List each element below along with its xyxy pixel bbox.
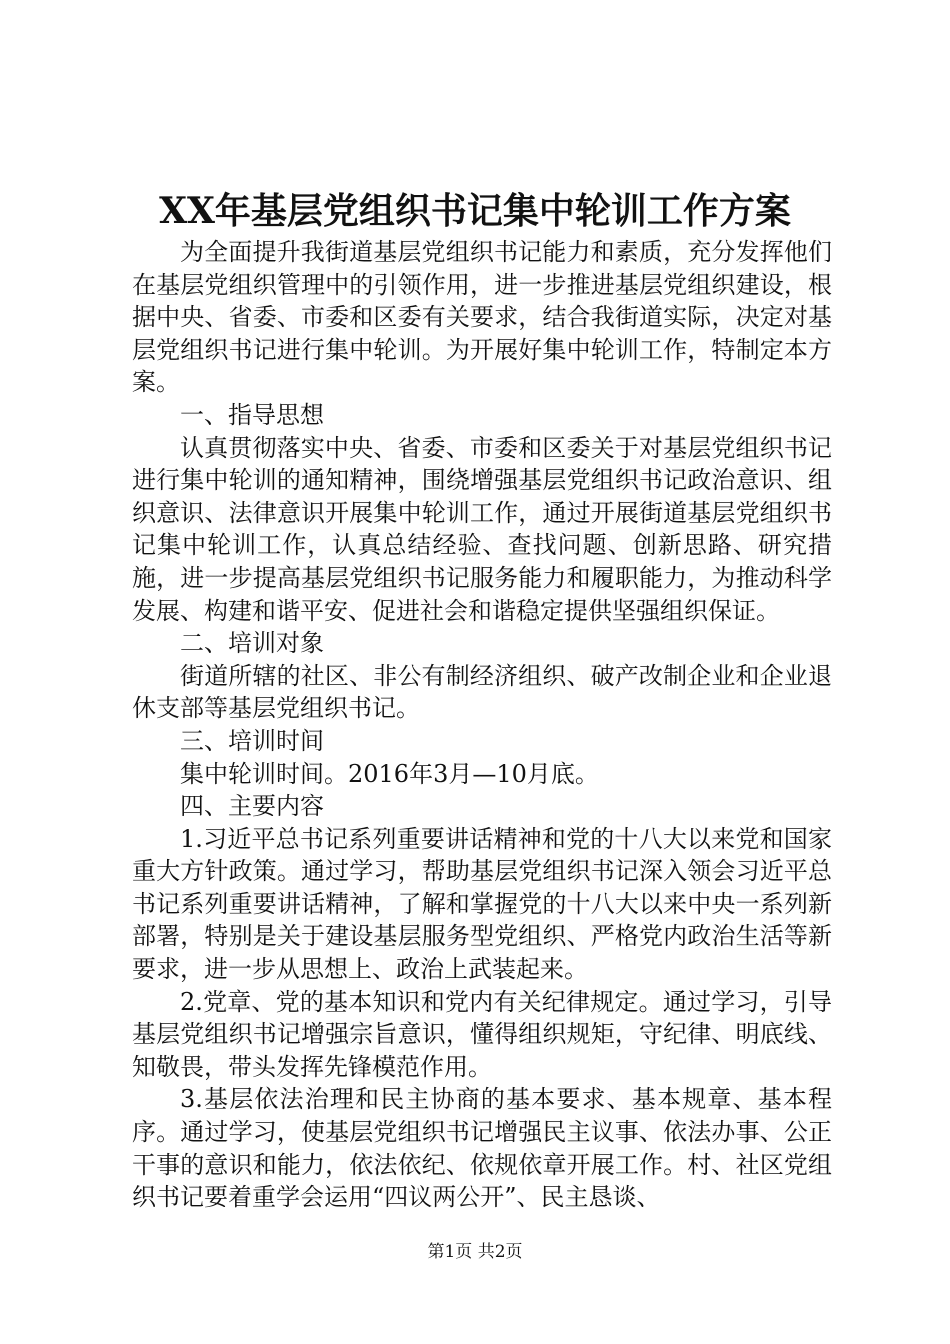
paragraph-content-item-2: 2.党章、党的基本知识和党内有关纪律规定。通过学习，引导基层党组织书记增强宗旨意识，懂得组织规矩，守纪律、明底线、知敬畏，带头发挥先锋模范作用。 bbox=[132, 987, 832, 1081]
document-title: XX年基层党组织书记集中轮训工作方案 bbox=[159, 190, 791, 232]
paragraph-intro: 为全面提升我街道基层党组织书记能力和素质，充分发挥他们在基层党组织管理中的引领作用，进一步推进基层党组织建设，根据中央、省委、市委和区委有关要求，结合我街道实际，决定对基层党组织书记进行集中轮训。为开展好集中轮训工作，特制定本方案。 bbox=[132, 238, 832, 397]
heading-training-time: 三、培训时间 bbox=[180, 726, 324, 755]
page-footer: 第1页 共2页 bbox=[427, 1242, 523, 1262]
paragraph-content-item-1: 1.习近平总书记系列重要讲话精神和党的十八大以来党和国家重大方针政策。通过学习，帮助基层党组织书记深入领会习近平总书记系列重要讲话精神，了解和掌握党的十八大以来中央一系列新部署，特别是关于建设基层服务型党组织、严格党内政治生活等新要求，进一步从思想上、政治上武装起来。 bbox=[132, 824, 832, 984]
heading-main-content: 四、主要内容 bbox=[180, 792, 324, 821]
paragraph-guiding-thought: 认真贯彻落实中央、省委、市委和区委关于对基层党组织书记进行集中轮训的通知精神，围绕增强基层党组织书记政治意识、组织意识、法律意识开展集中轮训工作，通过开展街道基层党组织书记集中轮训工作，认真总结经验、查找问题、创新思路、研究措施，进一步提高基层党组织书记服务能力和履职能力，为推动科学发展、构建和谐平安、促进社会和谐稳定提供坚强组织保证。 bbox=[132, 433, 832, 625]
document-body bbox=[132, 236, 832, 1214]
paragraph-training-time: 集中轮训时间。2016年3月—10月底。 bbox=[180, 759, 599, 788]
paragraph-content-item-3: 3.基层依法治理和民主协商的基本要求、基本规章、基本程序。通过学习，使基层党组织书记增强民主议事、依法办事、公正干事的意识和能力，依法依纪、依规依章开展工作。村、社区党组织书记要着重学会运用“四议两公开”、民主恳谈、 bbox=[132, 1085, 832, 1212]
heading-training-target: 二、培训对象 bbox=[180, 629, 324, 658]
paragraph-training-target: 街道所辖的社区、非公有制经济组织、破产改制企业和企业退休支部等基层党组织书记。 bbox=[132, 661, 832, 723]
heading-guiding-thought: 一、指导思想 bbox=[180, 400, 324, 429]
